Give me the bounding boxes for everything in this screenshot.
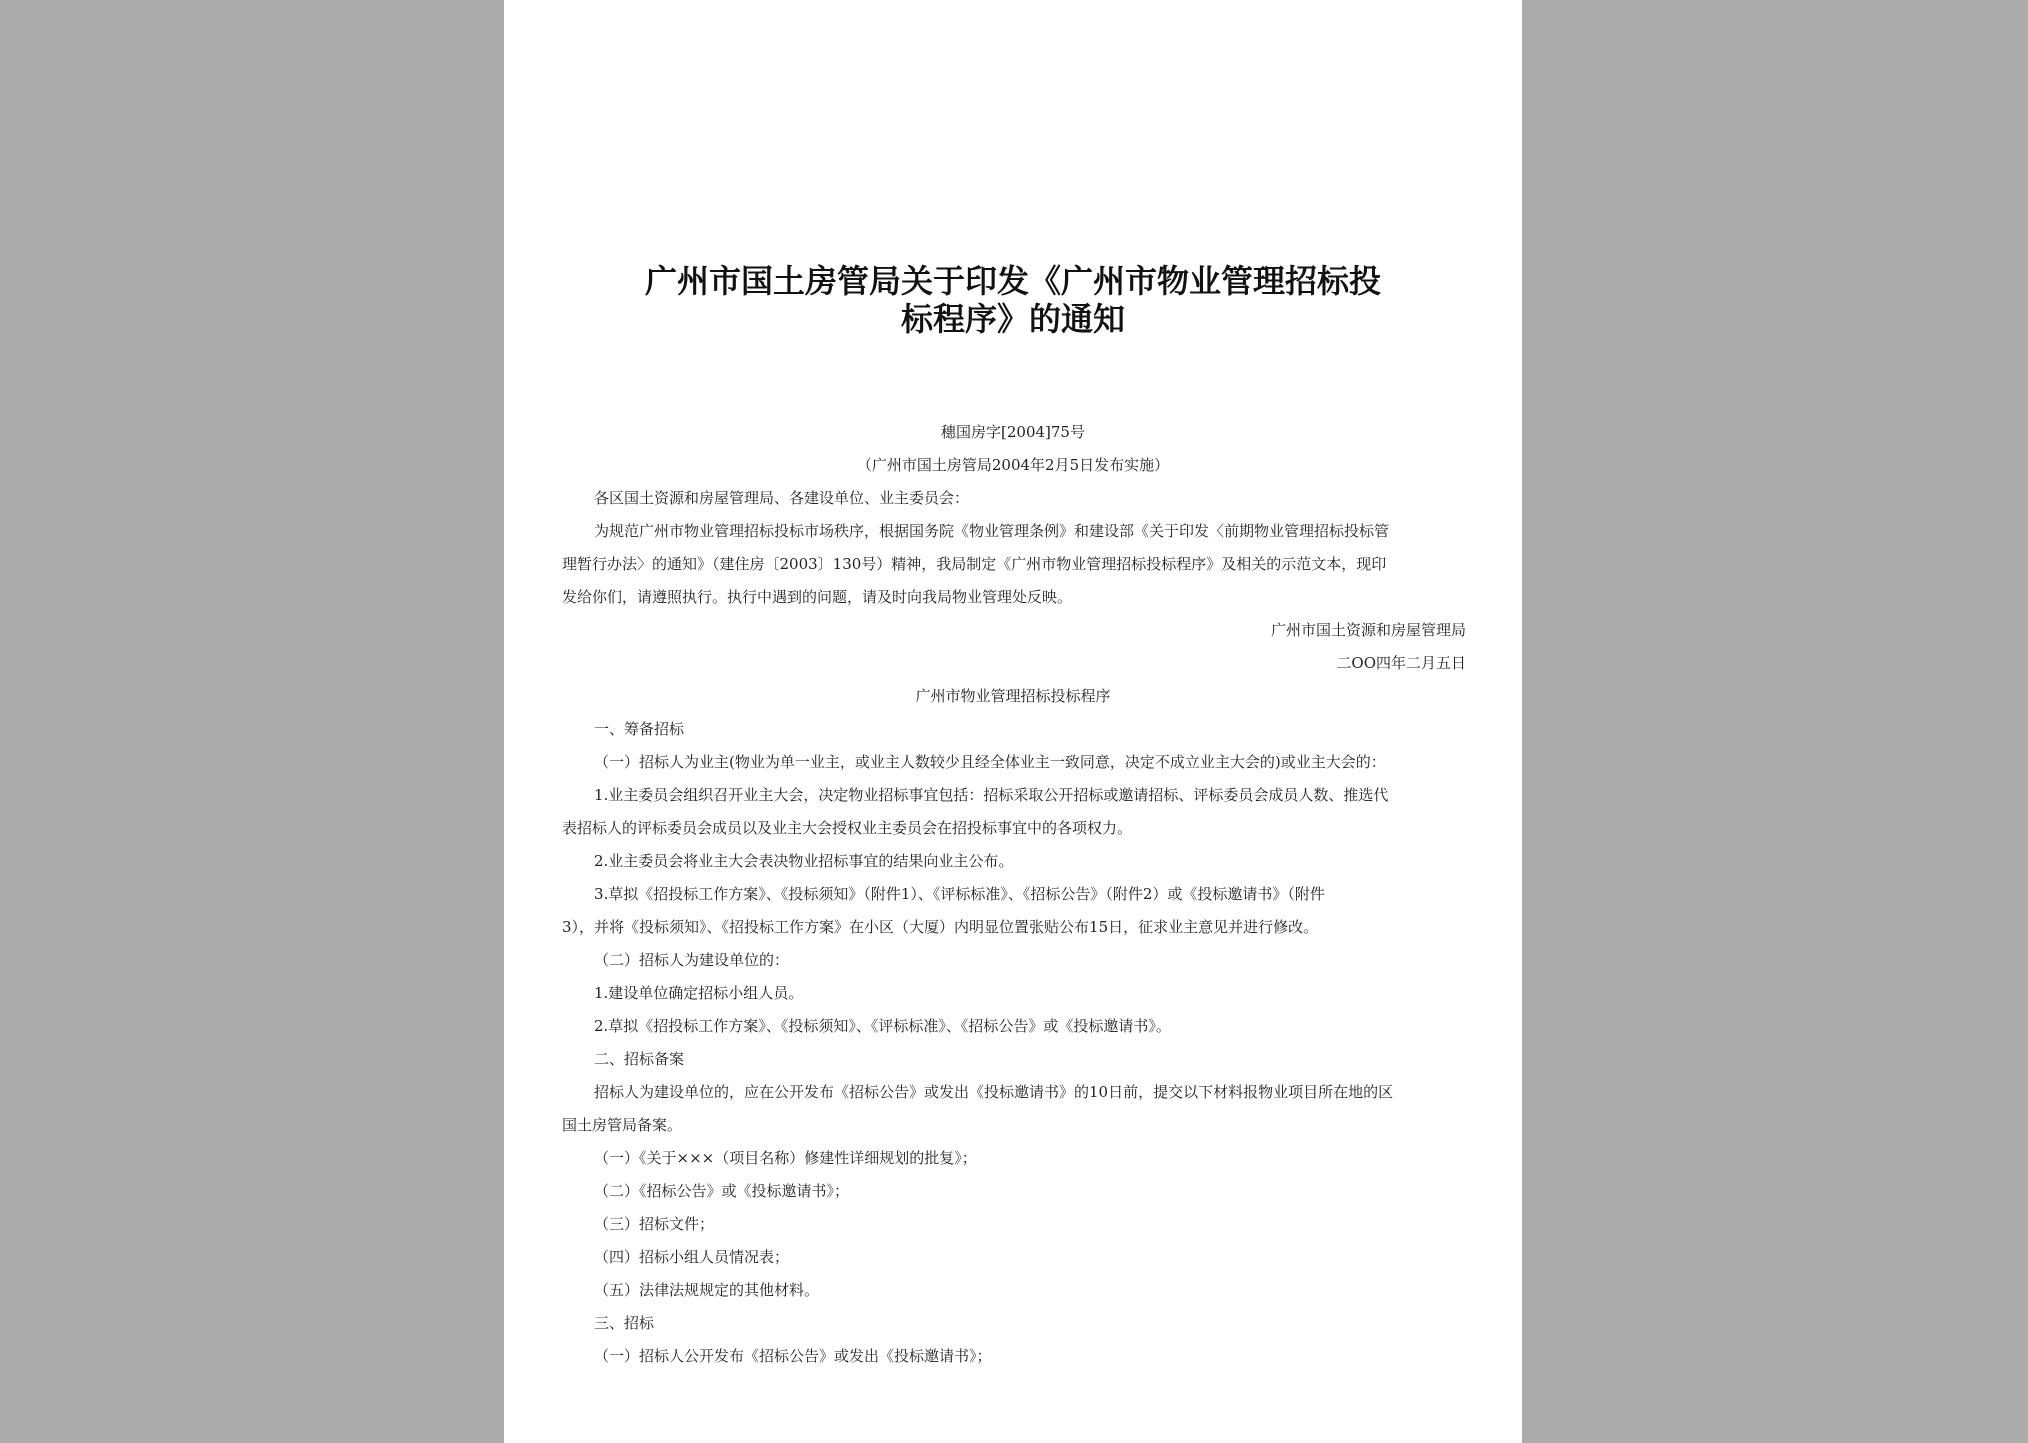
body-line: （一）招标人为业主(物业为单一业主，或业主人数较少且经全体业主一致同意，决定不成立业主大会的)或业主大会的： [594, 753, 1386, 771]
body-line: 3），并将《投标须知》、《招投标工作方案》在小区（大厦）内明显位置张贴公布15日，征求业主意见并进行修改。 [562, 918, 1319, 936]
body-line: 三、招标 [594, 1314, 655, 1332]
salutation: 各区国土资源和房屋管理局、各建设单位、业主委员会： [594, 489, 970, 507]
body-line: 3.草拟《招投标工作方案》、《投标须知》（附件1）、《评标标准》、《招标公告》（附件2）或《投标邀请书》（附件 [594, 885, 1325, 903]
body-line: 国土房管局备案。 [562, 1116, 683, 1134]
body-line: 2.草拟《招投标工作方案》、《投标须知》、《评标标准》、《招标公告》或《投标邀请书》。 [594, 1017, 1171, 1035]
body-line: （三）招标文件； [594, 1215, 715, 1233]
body-line: 招标人为建设单位的，应在公开发布《招标公告》或发出《投标邀请书》的10日前，提交以下材料报物业项目所在地的区 [594, 1083, 1394, 1101]
body-line: （四）招标小组人员情况表； [594, 1248, 790, 1266]
title-line-1: 广州市国土房管局关于印发《广州市物业管理招标投 [644, 262, 1381, 300]
section-subtitle: 广州市物业管理招标投标程序 [915, 687, 1111, 705]
body-line: （五）法律法规规定的其他材料。 [594, 1281, 820, 1299]
body-line: （二）招标人为建设单位的： [594, 951, 790, 969]
paragraph-line: 为规范广州市物业管理招标投标市场秩序，根据国务院《物业管理条例》和建设部《关于印发〈前期物业管理招标投标管 [594, 522, 1390, 540]
document-number: 穗国房字[2004]75号 [941, 423, 1085, 441]
issue-statement: （广州市国土房管局2004年2月5日发布实施） [856, 456, 1170, 474]
body-line: 2.业主委员会将业主大会表决物业招标事宜的结果向业主公布。 [594, 852, 1014, 870]
document-page [504, 0, 1522, 1443]
body-line: （一）招标人公开发布《招标公告》或发出《投标邀请书》； [594, 1347, 992, 1365]
body-line: 表招标人的评标委员会成员以及业主大会授权业主委员会在招投标事宜中的各项权力。 [562, 819, 1133, 837]
body-line: 一、筹备招标 [594, 720, 685, 738]
body-line: 1.建设单位确定招标小组人员。 [594, 984, 804, 1002]
paragraph-line: 发给你们，请遵照执行。执行中遇到的问题，请及时向我局物业管理处反映。 [562, 588, 1073, 606]
signature-date: 二OO四年二月五日 [1336, 654, 1466, 672]
document-title [504, 262, 1522, 338]
body-line: （二）《招标公告》或《投标邀请书》； [594, 1182, 850, 1200]
title-line-2: 标程序》的通知 [900, 300, 1125, 338]
body-line: （一）《关于×××（项目名称）修建性详细规划的批复》； [594, 1149, 977, 1167]
paragraph-line: 理暂行办法〉的通知》（建住房〔2003〕130号）精神，我局制定《广州市物业管理招标投标程序》及相关的示范文本，现印 [562, 555, 1387, 573]
body-line: 1.业主委员会组织召开业主大会，决定物业招标事宜包括：招标采取公开招标或邀请招标、评标委员会成员人数、推选代 [594, 786, 1389, 804]
signature: 广州市国土资源和房屋管理局 [1270, 621, 1466, 639]
body-line: 二、招标备案 [594, 1050, 685, 1068]
